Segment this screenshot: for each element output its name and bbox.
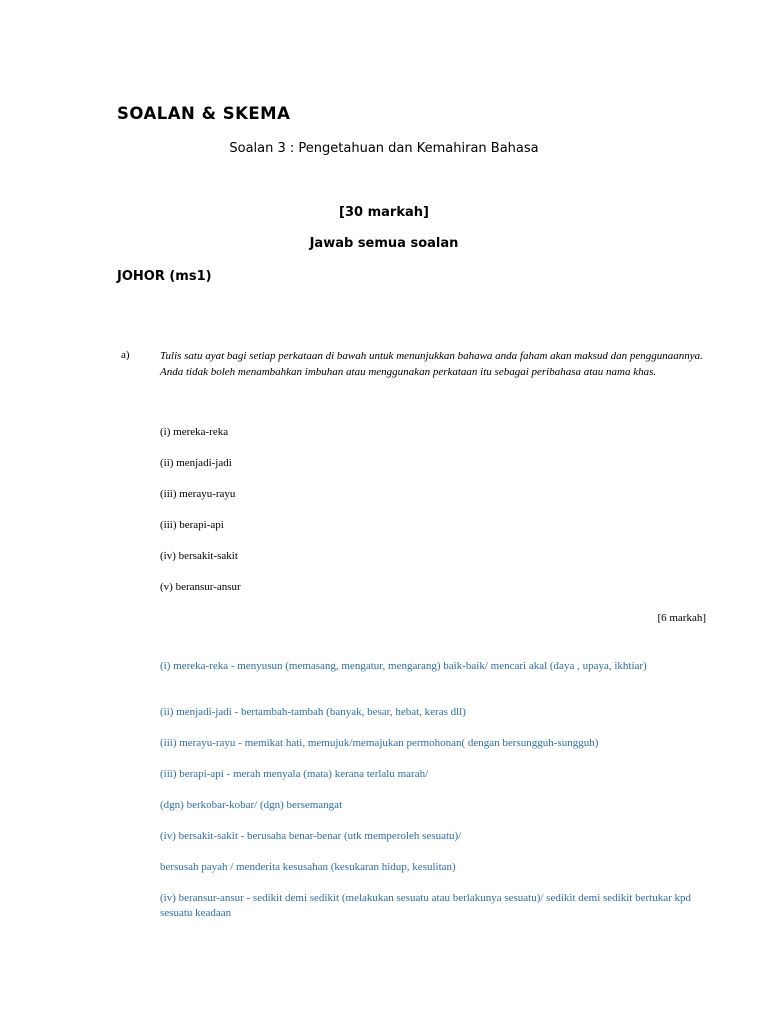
- question-item: (ii) menjadi-jadi: [160, 457, 232, 469]
- answer-line: (iv) beransur-ansur - sedikit demi sedikit (melakukan sesuatu atau berlakunya sesuatu)/ sedikit demi sedikit bertukar kpd sesuatu keadaan: [160, 892, 691, 919]
- question-label: a): [121, 349, 130, 361]
- answer-line: (dgn) berkobar-kobar/ (dgn) bersemangat: [160, 799, 343, 811]
- section-subtitle: Soalan 3 : Pengetahuan dan Kemahiran Bahasa: [229, 141, 539, 156]
- answer-line: bersusah payah / menderita kesusahan (kesukaran hidup, kesulitan): [160, 861, 456, 873]
- answer-line: (iii) merayu-rayu - memikat hati, memujuk/memajukan permohonan( dengan bersungguh-sungguh): [160, 737, 599, 749]
- instruction-text: Jawab semua soalan: [309, 236, 459, 251]
- answer-line: (iii) berapi-api - merah menyala (mata) kerana terlalu marah/: [160, 768, 429, 780]
- question-item: (v) beransur-ansur: [160, 581, 241, 593]
- document-title: SOALAN & SKEMA: [117, 104, 291, 123]
- answer-line: (i) mereka-reka - menyusun (memasang, mengatur, mengarang) baik-baik/ mencari akal (daya , upaya, ikhtiar): [160, 660, 647, 672]
- question-item: (iii) berapi-api: [160, 519, 224, 531]
- total-marks: [30 markah]: [339, 205, 429, 220]
- question-item: (iii) merayu-rayu: [160, 488, 236, 500]
- region-label: JOHOR (ms1): [117, 269, 212, 284]
- answer-line: (iv) bersakit-sakit - berusaha benar-benar (utk memperoleh sesuatu)/: [160, 830, 462, 842]
- answer-line: (ii) menjadi-jadi - bertambah-tambah (banyak, besar, hebat, keras dll): [160, 706, 466, 718]
- question-text: Tulis satu ayat bagi setiap perkataan di bawah untuk menunjukkan bahawa anda faham akan maksud dan penggunaannya. Anda tidak boleh menambahkan imbuhan atau menggunakan perkataan itu sebagai peribahasa atau nama khas.: [160, 350, 703, 378]
- question-marks: [6 markah]: [657, 612, 706, 624]
- question-item: (i) mereka-reka: [160, 426, 229, 438]
- question-item: (iv) bersakit-sakit: [160, 550, 238, 562]
